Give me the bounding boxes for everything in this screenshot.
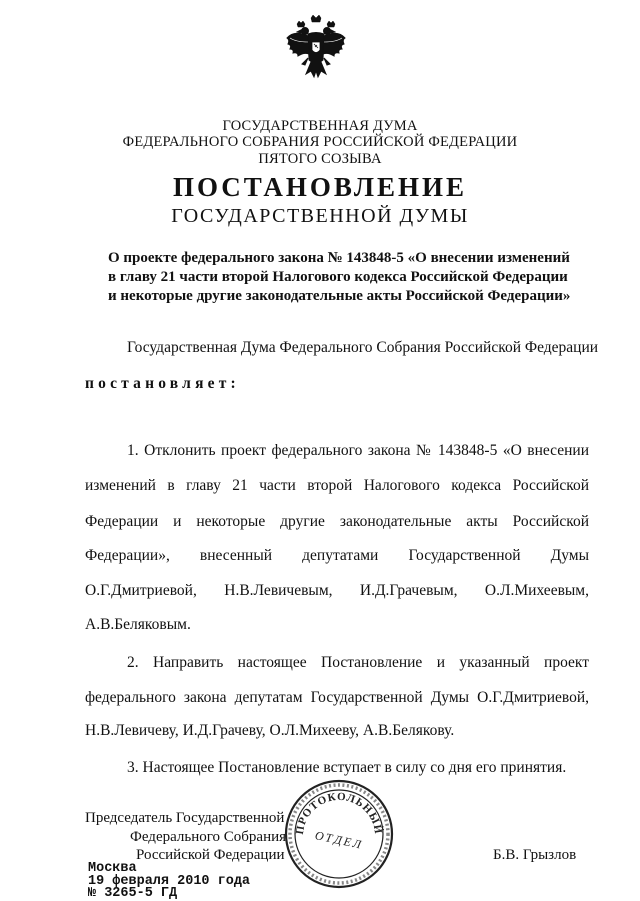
document-subtitle: ГОСУДАРСТВЕННОЙ ДУМЫ (171, 205, 469, 227)
preamble-text: Государственная Дума Федерального Собрания Российской Федерации (127, 339, 599, 356)
signatory-name: Б.В. Грызлов (493, 847, 577, 863)
footer-city: Москва (88, 861, 137, 876)
header-line-state-duma: ГОСУДАРСТВЕННАЯ ДУМА (222, 118, 418, 134)
svg-text:ОТДЕЛ: ОТДЕЛ (313, 828, 365, 852)
protocol-department-stamp (283, 778, 395, 890)
item1-line-1: 1. Отклонить проект федерального закона № 143848-5 «О внесении (127, 442, 589, 459)
subject-line-1: О проекте федерального закона № 143848-5 «О внесении изменений (108, 250, 570, 266)
footer-number: № 3265-5 ГД (88, 886, 178, 901)
subject-line-3: и некоторые другие законодательные акты Российской Федерации» (108, 288, 571, 304)
item2-line-1: 2. Направить настоящее Постановление и указанный проект (127, 654, 589, 671)
signature-position-line-3: Российской Федерации (136, 847, 285, 863)
footer-date: 19 февраля 2010 года (88, 874, 251, 889)
item1-line-2: изменений в главу 21 части второй Налогового кодекса Российской (85, 477, 589, 494)
item1-line-4: Федерации», внесенный депутатами Государственной Думы (85, 547, 589, 564)
header-line-federal-assembly: ФЕДЕРАЛЬНОГО СОБРАНИЯ РОССИЙСКОЙ ФЕДЕРАЦИИ (122, 134, 518, 150)
item3-text: 3. Настоящее Постановление вступает в силу со дня его принятия. (127, 759, 567, 776)
document-title: ПОСТАНОВЛЕНИЕ (172, 172, 468, 202)
item2-line-2: федерального закона депутатам Государственной Думы О.Г.Дмитриевой, (85, 689, 589, 706)
item1-line-6: А.В.Беляковым. (85, 616, 191, 633)
signature-position-line-2: Федерального Собрания (130, 829, 287, 845)
resolves-word: постановляет: (85, 375, 240, 392)
svg-text:ПРОТОКОЛЬНЫЙ: ПРОТОКОЛЬНЫЙ (293, 790, 385, 836)
subject-line-2: в главу 21 части второй Налогового кодекса Российской Федерации (108, 269, 568, 285)
signature-position-line-1: Председатель Государственной (85, 810, 285, 826)
header-line-convocation: ПЯТОГО СОЗЫВА (258, 151, 382, 167)
item1-line-5: О.Г.Дмитриевой, Н.В.Левичевым, И.Д.Грачевым, О.Л.Михеевым, (85, 582, 589, 599)
coat-of-arms-emblem-icon (284, 14, 348, 86)
item2-line-3: Н.В.Левичеву, И.Д.Грачеву, О.Л.Михееву, А.В.Белякову. (85, 722, 455, 739)
item1-line-3: Федерации и некоторые другие законодательные акты Российской (85, 513, 589, 530)
